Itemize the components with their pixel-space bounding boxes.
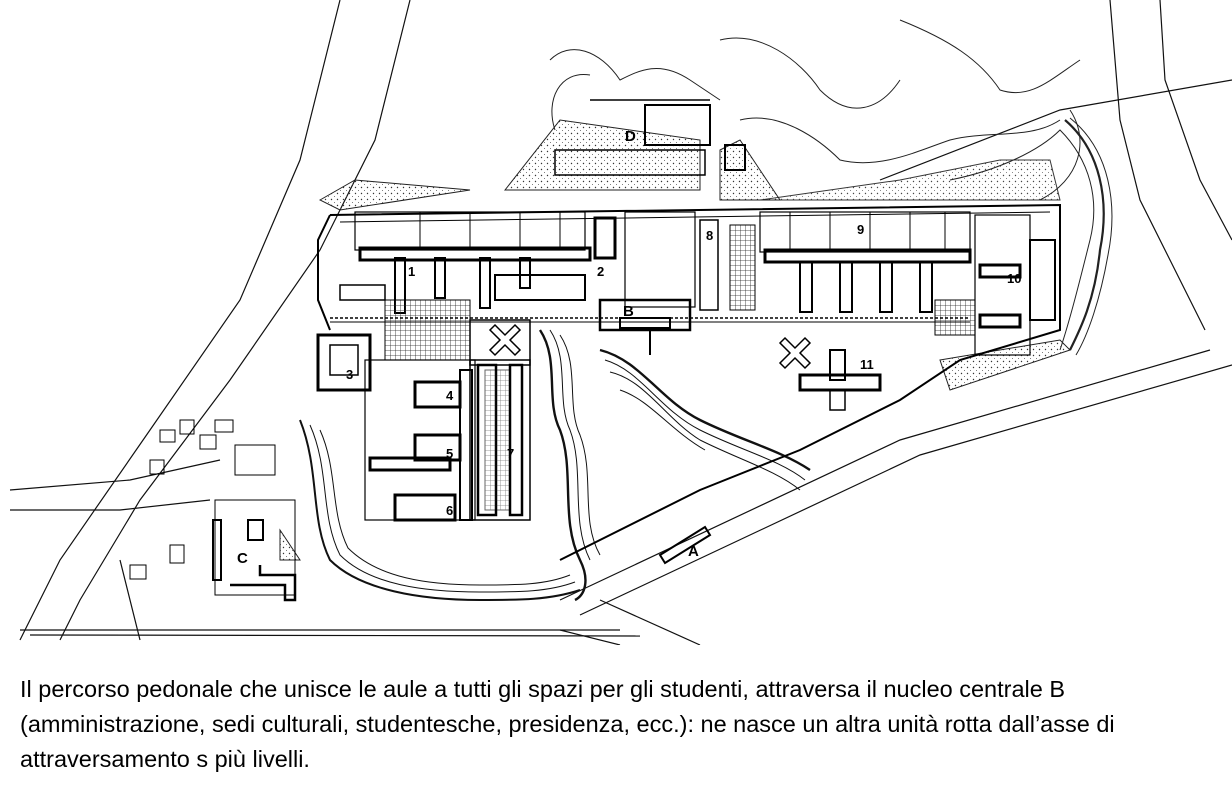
label-c: C — [237, 550, 248, 567]
central-nucleus-b — [600, 220, 718, 355]
label-10: 10 — [1007, 271, 1022, 286]
label-b: B — [623, 303, 634, 320]
buildings-4-5-6 — [365, 360, 475, 520]
label-11: 11 — [860, 357, 874, 372]
label-6: 6 — [446, 503, 454, 518]
label-a: A — [688, 543, 699, 560]
building-9 — [760, 212, 970, 312]
paved-plazas — [385, 225, 975, 510]
label-8: 8 — [706, 228, 714, 243]
label-2: 2 — [597, 264, 605, 279]
label-1: 1 — [408, 264, 416, 279]
ravine-contours — [300, 330, 810, 600]
building-8 — [625, 212, 695, 307]
label-4: 4 — [446, 388, 454, 403]
caption: Il percorso pedonale che unisce le aule a tutti gli spazi per gli studenti, attraversa il nucleo centrale B (amministrazione, sedi culturali, studentesche, presidenza, ecc.): ne nasce un altra unità rotta dall’asse di attraversamento s più livelli. — [20, 676, 1115, 772]
building-1-2 — [355, 212, 615, 313]
label-5: 5 — [446, 446, 454, 461]
label-3: 3 — [346, 367, 354, 382]
label-9: 9 — [857, 222, 865, 237]
label-7: 7 — [507, 446, 515, 461]
label-d: D — [625, 128, 636, 145]
